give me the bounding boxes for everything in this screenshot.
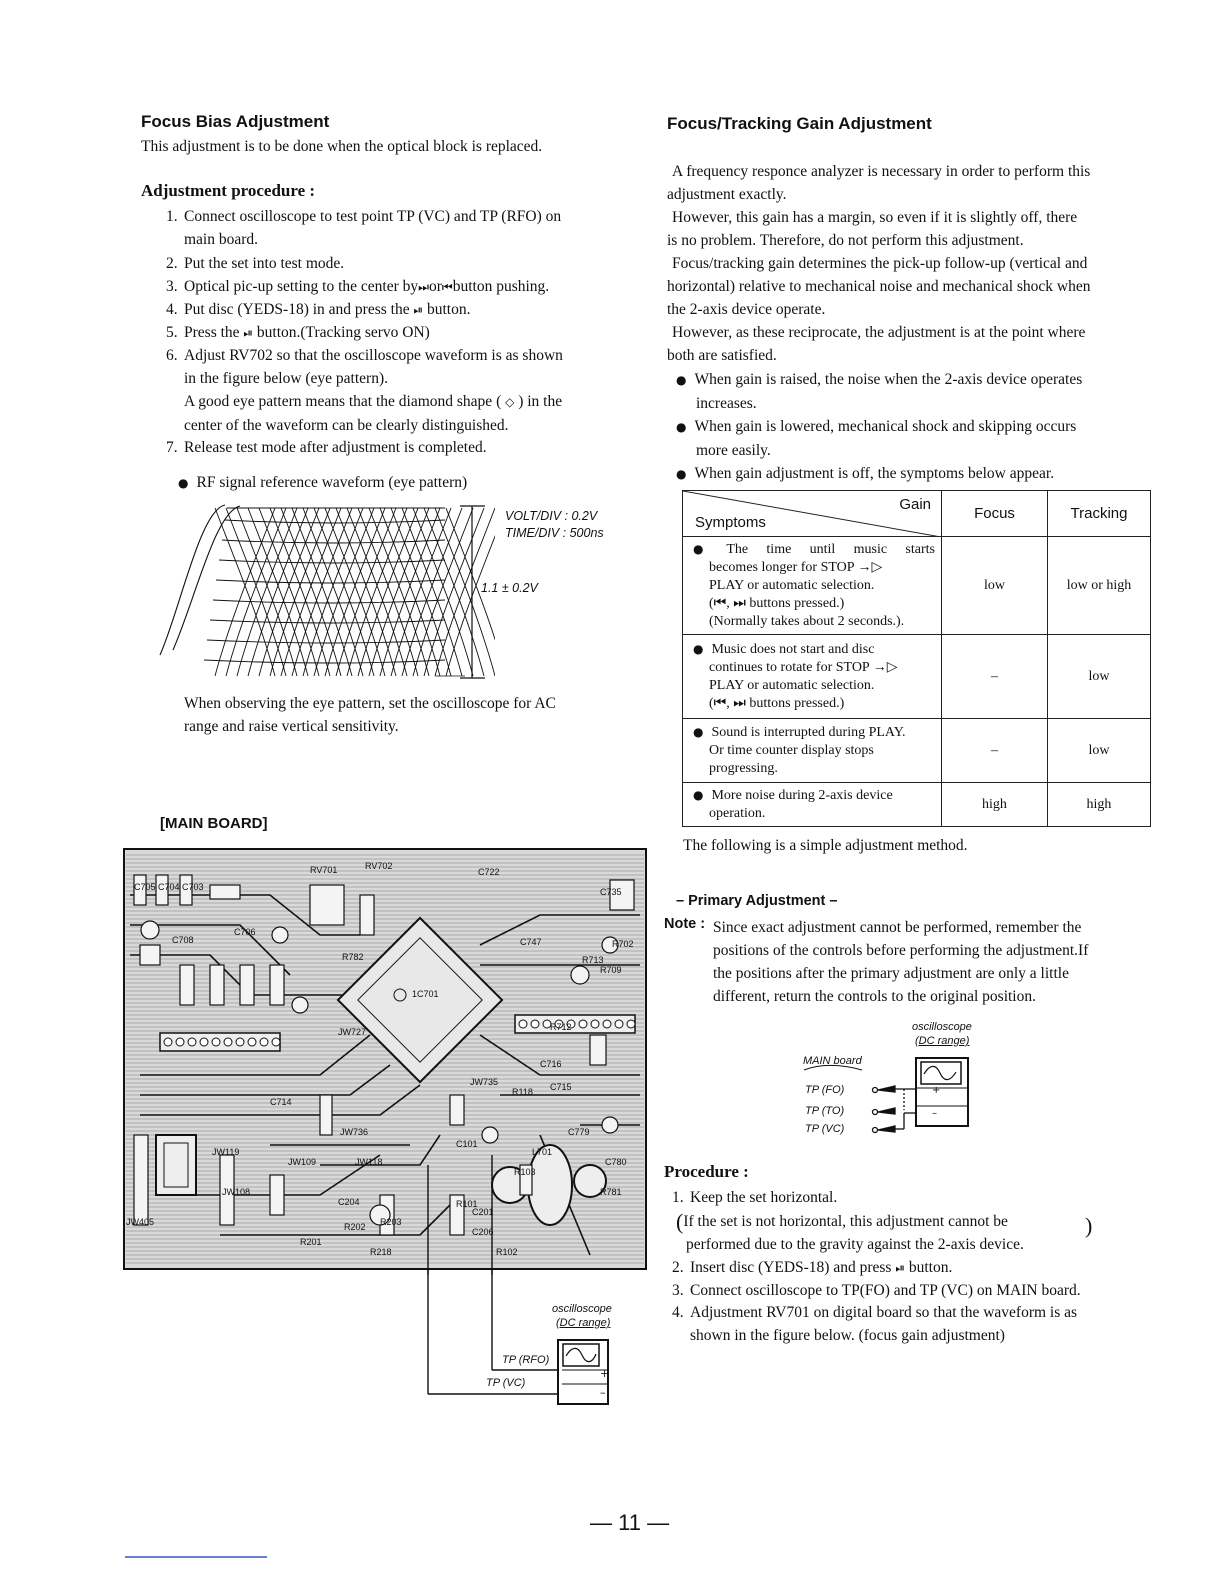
- rf-signal-text: RF signal reference waveform (eye pattern): [196, 474, 468, 491]
- note-text: [713, 916, 1159, 1008]
- observe-note: [184, 692, 556, 738]
- para-line: A frequency responce analyzer is necessary in order to perform this: [672, 163, 1091, 180]
- pcb-component: [590, 1035, 606, 1065]
- proc-step-1: [672, 1186, 837, 1209]
- pcb-part-label: C747: [520, 937, 542, 947]
- bullet-icon: ●: [693, 642, 704, 656]
- pcb-part-label: RV701: [310, 865, 338, 875]
- pcb-part-label: R201: [300, 1237, 322, 1247]
- pcb-part-label: C714: [270, 1097, 292, 1107]
- step-text: shown in the figure below. (focus gain adjustment): [690, 1327, 1005, 1344]
- pcb-part-label: R709: [600, 965, 622, 975]
- pcb-part-label: C716: [540, 1059, 562, 1069]
- pcb-part-label: C704: [158, 882, 180, 892]
- para-line: is no problem. Therefore, do not perform this adjustment.: [667, 232, 1024, 249]
- para-line: both are satisfied.: [667, 347, 777, 364]
- para-line: the 2-axis device operate.: [667, 301, 826, 318]
- pcb-part-label: 1C701: [412, 989, 439, 999]
- step-number: 1.: [672, 1189, 684, 1206]
- step-number: 3.: [166, 278, 178, 295]
- pcb-part-label: C705: [134, 882, 156, 892]
- connector-pin: [164, 1038, 172, 1046]
- pcb-part-label: R102: [496, 1247, 518, 1257]
- step-number: 5.: [166, 324, 178, 341]
- bullet-icon: ●: [693, 542, 719, 556]
- step-text: Adjustment RV701 on digital board so that the waveform is as: [690, 1304, 1078, 1321]
- step-text: Put the set into test mode.: [184, 255, 345, 272]
- tp-fo-label: TP (FO): [805, 1084, 845, 1096]
- paren-line: If the set is not horizontal, this adjustment cannot be: [683, 1213, 1008, 1230]
- focus-bias-title: Focus Bias Adjustment: [141, 112, 330, 131]
- step-text: center of the waveform can be clearly distinguished.: [184, 417, 509, 434]
- pcb-component: [210, 965, 224, 1005]
- pcb-component: [602, 1117, 618, 1133]
- bullet-icon: ●: [693, 788, 704, 802]
- play-pause-icon: ⏯: [243, 326, 254, 340]
- connector-pin: [260, 1038, 268, 1046]
- pcb-part-label: R203: [380, 1217, 402, 1227]
- focus-value: high: [942, 783, 1048, 827]
- prev-track-icon: ⏮: [441, 280, 453, 294]
- svg-text:–: –: [932, 1108, 937, 1119]
- gain-adjustment-title: Focus/Tracking Gain Adjustment: [667, 114, 932, 133]
- bullet-text: When gain adjustment is off, the symptoms below appear.: [694, 465, 1055, 482]
- step-text: Keep the set horizontal.: [690, 1189, 838, 1206]
- scope-range-left: (DC range): [556, 1317, 611, 1329]
- note-line: different, return the controls to the original position.: [713, 988, 1036, 1005]
- proc-step-2: [672, 1256, 952, 1280]
- table-row: [683, 635, 1151, 719]
- step-text: or: [428, 278, 442, 295]
- step-text: Press the: [184, 324, 240, 341]
- pcb-part-label: C204: [338, 1197, 360, 1207]
- pcb-part-label: JW118: [355, 1157, 383, 1167]
- symptom-line: Music does not start and disc: [711, 642, 875, 657]
- para-line: Focus/tracking gain determines the pick-up follow-up (vertical and: [672, 255, 1088, 272]
- pcb-part-label: C715: [550, 1082, 572, 1092]
- primary-adjustment-title: – Primary Adjustment –: [676, 893, 838, 909]
- symptom-line: (⏮, ⏭ buttons pressed.): [709, 596, 845, 611]
- primary-connection-diagram: [800, 1050, 980, 1140]
- play-pause-icon: ⏯: [413, 303, 424, 317]
- proc-step-4: [672, 1301, 1077, 1347]
- pcb-component: [272, 927, 288, 943]
- connector-pin: [615, 1020, 623, 1028]
- play-pause-icon: ⏯: [895, 1261, 905, 1275]
- pcb-part-label: R103: [514, 1167, 536, 1177]
- scope-range-right: (DC range): [915, 1035, 970, 1047]
- main-board-diagram: [120, 835, 650, 1275]
- pcb-component: [141, 921, 159, 939]
- gain-header: Gain: [899, 496, 931, 513]
- pcb-part-label: R202: [344, 1222, 366, 1232]
- corner-header-cell: [683, 491, 942, 537]
- tracking-value: low: [1048, 719, 1151, 783]
- scope-time-div: TIME/DIV : 500ns: [505, 526, 604, 540]
- tracking-header: Tracking: [1048, 491, 1151, 537]
- minus-terminal: –: [600, 1386, 606, 1399]
- pcb-part-label: JW108: [222, 1187, 251, 1197]
- symptom-line: operation.: [709, 806, 766, 821]
- table-row: [683, 537, 1151, 635]
- step-text: Connect oscilloscope to TP(FO) and TP (VC) on MAIN board.: [690, 1282, 1081, 1299]
- tp-rfo-label: TP (RFO): [502, 1354, 550, 1366]
- bullet-icon: ●: [676, 467, 687, 481]
- pcb-part-label: R702: [612, 939, 634, 949]
- pcb-part-label: R782: [342, 952, 364, 962]
- symptom-line: PLAY or automatic selection.: [709, 678, 875, 693]
- rf-signal-bullet: [178, 471, 467, 495]
- adjustment-procedure-title: Adjustment procedure :: [141, 181, 316, 200]
- gain-intro-paragraphs: [667, 160, 1162, 367]
- step-number: 4.: [166, 301, 178, 318]
- pcb-part-label: C201: [472, 1207, 494, 1217]
- pcb-part-label: C101: [456, 1139, 478, 1149]
- symptom-line: Or time counter display stops: [709, 743, 874, 758]
- svg-text:+: +: [932, 1085, 941, 1096]
- step-number: 7.: [166, 439, 178, 456]
- pcb-part-label: R712: [550, 1022, 572, 1032]
- connector-pin: [579, 1020, 587, 1028]
- pcb-part-label: JW405: [126, 1217, 155, 1227]
- connector-pin: [200, 1038, 208, 1046]
- connector-pin: [272, 1038, 280, 1046]
- step-1: [166, 205, 561, 251]
- note-line: the positions after the primary adjustment are only a little: [713, 965, 1069, 982]
- step-text: Insert disc (YEDS-18) and press: [690, 1259, 892, 1276]
- step-number: 1.: [166, 208, 178, 225]
- tracking-value: low or high: [1048, 537, 1151, 635]
- pcb-part-label: C779: [568, 1127, 590, 1137]
- symptom-cell: [683, 719, 942, 783]
- pcb-part-label: JW736: [340, 1127, 369, 1137]
- proc-note-paren: [676, 1209, 1093, 1256]
- focus-value: –: [942, 719, 1048, 783]
- pcb-part-label: RV702: [365, 861, 393, 871]
- pcb-component: [360, 895, 374, 935]
- connector-pin: [531, 1020, 539, 1028]
- pcb-component: [270, 965, 284, 1005]
- pcb-component: [140, 945, 160, 965]
- tp-vc-label-right: TP (VC): [805, 1123, 845, 1135]
- following-text: The following is a simple adjustment method.: [683, 837, 968, 854]
- bullet-text: increases.: [696, 395, 757, 412]
- connector-pin: [627, 1020, 635, 1028]
- connector-pin: [224, 1038, 232, 1046]
- symptom-line: continues to rotate for STOP →▷: [709, 660, 898, 675]
- focus-header: Focus: [942, 491, 1048, 537]
- note-label: Note :: [664, 916, 706, 932]
- pcb-component: [292, 997, 308, 1013]
- page-number: — 11 —: [590, 1510, 670, 1535]
- pcb-part-label: L701: [532, 1147, 553, 1157]
- connector-pin: [212, 1038, 220, 1046]
- pcb-component: [134, 1135, 148, 1225]
- focus-bias-intro: This adjustment is to be done when the optical block is replaced.: [141, 138, 543, 155]
- scope-label-left: oscilloscope: [552, 1303, 612, 1315]
- symptom-line: Sound is interrupted during PLAY.: [711, 725, 906, 740]
- procedure-title: Procedure :: [664, 1162, 749, 1181]
- gain-bullets: [676, 368, 1162, 486]
- focus-value: low: [942, 537, 1048, 635]
- pcb-part-label: C722: [478, 867, 500, 877]
- paren-line: performed due to the gravity against the 2-axis device.: [686, 1236, 1024, 1253]
- step-text: ) in the: [518, 393, 563, 410]
- bullet-text: When gain is lowered, mechanical shock and skipping occurs: [694, 418, 1077, 435]
- symptom-cell: [683, 537, 942, 635]
- pcb-part-label: C206: [472, 1227, 494, 1237]
- connector-pin: [603, 1020, 611, 1028]
- connector-pin: [176, 1038, 184, 1046]
- pcb-component: [571, 966, 589, 984]
- symptom-line: More noise during 2-axis device: [711, 788, 893, 803]
- pcb-part-label: C706: [234, 927, 256, 937]
- bullet-icon: ●: [676, 373, 687, 387]
- pcb-component: [240, 965, 254, 1005]
- step-text: Put disc (YEDS-18) in and press the: [184, 301, 410, 318]
- eye-pattern-waveform: [155, 500, 495, 685]
- table-row: [683, 783, 1151, 827]
- step-7: [166, 436, 487, 459]
- connector-pin: [591, 1020, 599, 1028]
- para-line: adjustment exactly.: [667, 186, 787, 203]
- diamond-icon: ◇: [505, 395, 515, 409]
- tp-vc-label-left: TP (VC): [486, 1377, 526, 1389]
- step-4: [166, 298, 470, 322]
- symptoms-table: [682, 490, 1151, 827]
- step-number: 2.: [672, 1259, 684, 1276]
- pcb-component: [270, 1175, 284, 1215]
- scope-label-right: oscilloscope: [912, 1021, 972, 1033]
- pcb-part-label: R781: [600, 1187, 622, 1197]
- step-text: button pushing.: [452, 278, 550, 295]
- eye-strand: [207, 640, 445, 643]
- plus-terminal: +: [600, 1367, 610, 1380]
- proc-step-3: [672, 1279, 1081, 1302]
- step-text: Release test mode after adjustment is completed.: [184, 439, 487, 456]
- step-text: button.(Tracking servo ON): [256, 324, 430, 341]
- tp-to-label: TP (TO): [805, 1105, 845, 1117]
- step-text: main board.: [184, 231, 259, 248]
- pcb-part-label: R101: [456, 1199, 478, 1209]
- symptom-line: PLAY or automatic selection.: [709, 578, 875, 593]
- pcb-component: [210, 885, 240, 899]
- eye-strand: [210, 620, 445, 623]
- pcb-part-label: C780: [605, 1157, 627, 1167]
- pcb-component: [482, 1127, 498, 1143]
- pcb-part-label: C703: [182, 882, 204, 892]
- pcb-part-label: JW119: [212, 1147, 240, 1157]
- pcb-part-label: R118: [512, 1087, 533, 1097]
- step-2: [166, 252, 344, 275]
- step-number: 6.: [166, 347, 178, 364]
- pcb-part-label: JW727: [338, 1027, 367, 1037]
- step-number: 2.: [166, 255, 178, 272]
- focus-value: –: [942, 635, 1048, 719]
- note-line: Since exact adjustment cannot be performed, remember the: [713, 919, 1082, 936]
- connector-pin: [248, 1038, 256, 1046]
- step-text: button.: [908, 1259, 953, 1276]
- eye-strand: [216, 580, 445, 583]
- step-text: button.: [426, 301, 471, 318]
- scope-amplitude: 1.1 ± 0.2V: [481, 581, 538, 595]
- bullet-text: When gain is raised, the noise when the 2-axis device operates: [694, 371, 1083, 388]
- pcb-part-label: C735: [600, 887, 622, 897]
- symptom-line: becomes longer for STOP →▷: [709, 560, 883, 575]
- step-text: A good eye pattern means that the diamond shape (: [184, 393, 502, 410]
- main-board-diag-label: MAIN board: [803, 1055, 862, 1067]
- eye-strand: [204, 660, 445, 663]
- pcb-part-label: JW735: [470, 1077, 499, 1087]
- table-row: [683, 719, 1151, 783]
- step-6: [166, 344, 563, 437]
- step-5: [166, 321, 430, 345]
- pcb-component: [310, 885, 344, 925]
- connector-pin: [236, 1038, 244, 1046]
- tracking-value: low: [1048, 635, 1151, 719]
- symptoms-header: Symptoms: [695, 514, 766, 531]
- symptom-line: (⏮, ⏭ buttons pressed.): [709, 696, 845, 711]
- step-text: Connect oscilloscope to test point TP (VC) and TP (RFO) on: [184, 208, 562, 225]
- note-line: positions of the controls before performing the adjustment.If: [713, 942, 1089, 959]
- pcb-part-label: JW109: [288, 1157, 317, 1167]
- pcb-component: [180, 965, 194, 1005]
- bullet-icon: ●: [178, 476, 189, 490]
- main-board-label: [MAIN BOARD]: [160, 815, 268, 832]
- connector-pin: [188, 1038, 196, 1046]
- step-text: in the figure below (eye pattern).: [184, 370, 388, 387]
- probe-connection-lines: [420, 1270, 620, 1410]
- bullet-text: more easily.: [696, 442, 771, 459]
- paren-open: (: [676, 1209, 684, 1234]
- next-track-icon: ⏭: [418, 280, 429, 294]
- note-line: When observing the eye pattern, set the oscilloscope for AC: [184, 695, 556, 712]
- step-number: 4.: [672, 1304, 684, 1321]
- bullet-icon: ●: [676, 420, 687, 434]
- pcb-part-label: R218: [370, 1247, 392, 1257]
- symptom-line: progressing.: [709, 761, 778, 776]
- para-line: However, as these reciprocate, the adjustment is at the point where: [672, 324, 1086, 341]
- eye-strand: [222, 540, 445, 543]
- bullet-icon: ●: [693, 725, 704, 739]
- symptom-cell: [683, 783, 942, 827]
- eye-strand: [213, 600, 445, 603]
- tracking-value: high: [1048, 783, 1151, 827]
- para-line: However, this gain has a margin, so even if it is slightly off, there: [672, 209, 1078, 226]
- step-number: 3.: [672, 1282, 684, 1299]
- pcb-component: [450, 1095, 464, 1125]
- footer-rule: [125, 1556, 267, 1558]
- step-text: Optical pic-up setting to the center by: [184, 278, 419, 295]
- step-3: [166, 275, 549, 299]
- note-line: range and raise vertical sensitivity.: [184, 718, 399, 735]
- symptom-cell: [683, 635, 942, 719]
- symptom-line: (Normally takes about 2 seconds.).: [709, 614, 905, 629]
- connector-pin: [519, 1020, 527, 1028]
- pcb-part-label: R713: [582, 955, 604, 965]
- pcb-part-label: C708: [172, 935, 194, 945]
- paren-close: ): [1085, 1213, 1093, 1238]
- pcb-component: [320, 1095, 332, 1135]
- para-line: horizontal) relative to mechanical noise and mechanical shock when: [667, 278, 1091, 295]
- scope-volt-div: VOLT/DIV : 0.2V: [505, 509, 598, 523]
- step-text: Adjust RV702 so that the oscilloscope waveform is as shown: [184, 347, 563, 364]
- symptom-line: The time until music starts: [726, 542, 935, 557]
